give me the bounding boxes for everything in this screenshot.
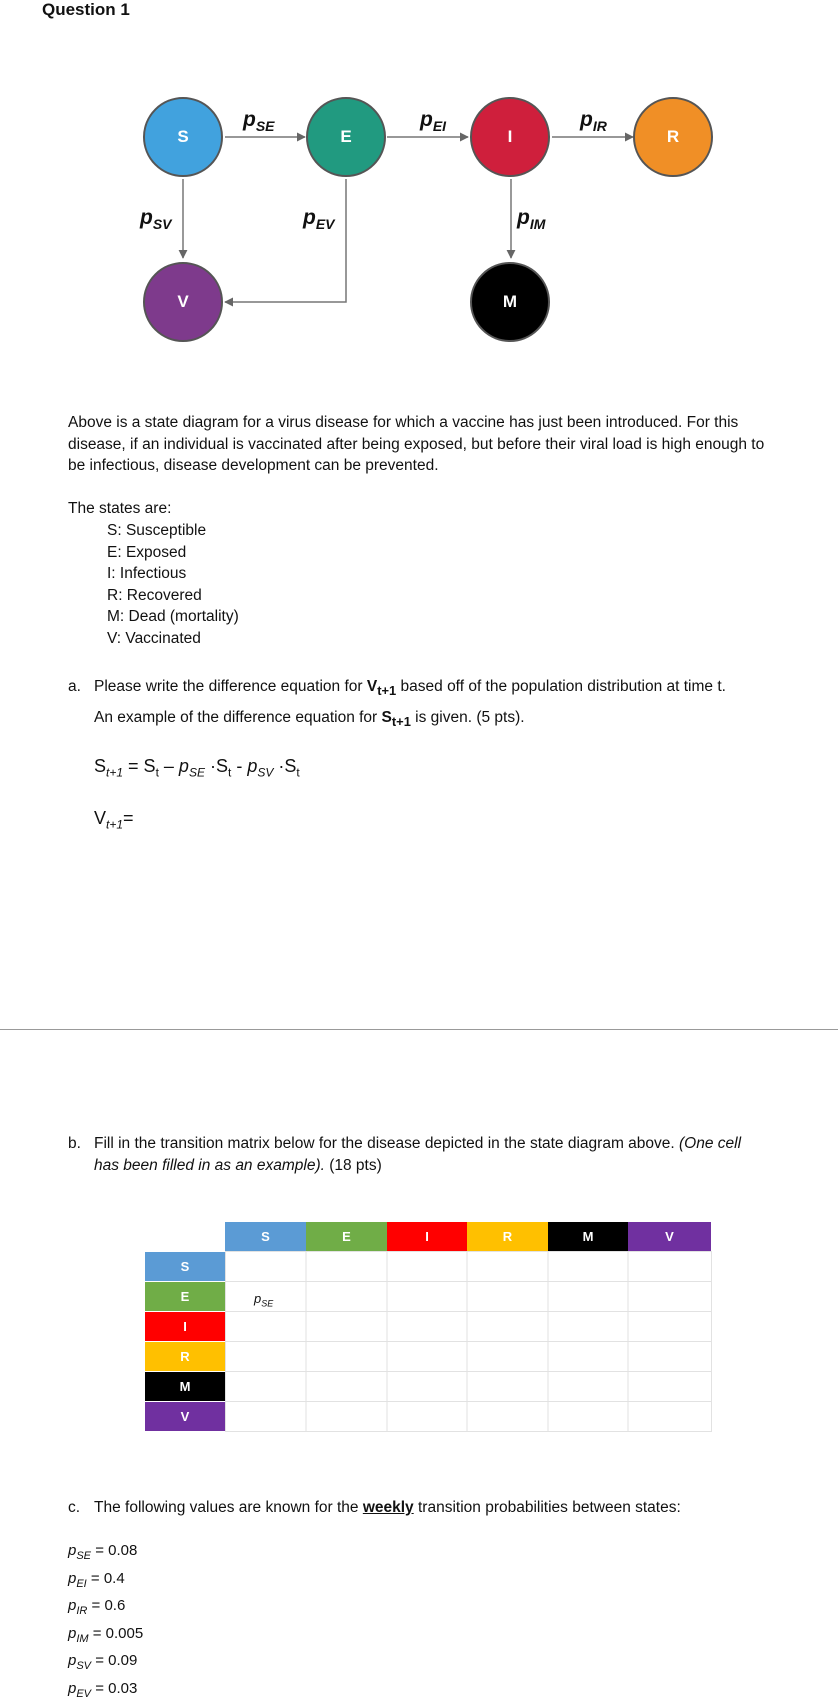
diagram-arrows [0,0,838,360]
node-m: M [470,262,550,342]
matrix-grid [225,1251,712,1432]
part-a-line-2: An example of the difference equation for $S_{t+1}$ is given. (5 pts). [94,707,814,733]
answer-equation[interactable]: $V_{t+1}=$ [94,808,134,832]
part-b-line-1: Fill in the transition matrix below for the disease depicted in the state diagram above. (One cell [94,1133,814,1155]
probability-values [68,1540,143,1705]
col-header-r: R [467,1222,548,1251]
page-divider [0,1029,838,1030]
col-header-i: I [387,1222,467,1251]
label-p-ir: $p_{IR}$ [580,108,607,134]
label-p-se: $p_{SE}$ [243,108,275,134]
node-v: V [143,262,223,342]
node-e: E [306,97,386,177]
part-a-marker: a. [68,676,81,698]
state-item: V: Vaccinated [107,628,239,650]
intro-paragraph: Above is a state diagram for a virus disease for which a vaccine has just been introduced. For this disease, if an individual is vaccinated after being exposed, but before their viral load is high enough to be infectious, disease development can be prevented. [68,412,768,477]
part-c-prompt: The following values are known for the weekly transition probabilities between states: [94,1497,814,1519]
value-p-ei: $p_{EI} = 0.4$ [68,1568,143,1596]
value-p-sv: $p_{SV} = 0.09$ [68,1650,143,1678]
row-header-v: V [145,1402,225,1431]
row-header-m: M [145,1372,225,1401]
question-title: Question 1 [42,0,130,20]
state-item: E: Exposed [107,542,239,564]
state-item: R: Recovered [107,585,239,607]
node-i: I [470,97,550,177]
col-header-e: E [306,1222,387,1251]
label-p-im: $p_{IM}$ [517,206,545,232]
value-p-im: $p_{IM} = 0.005$ [68,1623,143,1651]
part-a-prompt [94,676,814,732]
part-a-line-1: Please write the difference equation for $V_{t+1}$ based off of the population distribution at time t. [94,676,814,702]
states-list [107,520,239,649]
row-header-s: S [145,1252,225,1281]
example-equation: $S_{t+1} = S_t - p_{SE} \cdot S_t - p_{SV} \cdot S_t$ [94,756,300,780]
label-p-ev: $p_{EV}$ [303,206,335,232]
label-p-sv: $p_{SV}$ [140,206,172,232]
states-heading: The states are: [68,498,171,520]
col-header-m: M [548,1222,628,1251]
label-p-ei: $p_{EI}$ [420,108,446,134]
part-b-prompt [94,1133,814,1176]
part-c-marker: c. [68,1497,80,1519]
value-p-ir: $p_{IR} = 0.6$ [68,1595,143,1623]
row-header-e: E [145,1282,225,1311]
state-item: S: Susceptible [107,520,239,542]
part-b-line-2: has been filled in as an example). (18 pts) [94,1155,814,1177]
row-header-i: I [145,1312,225,1341]
state-item: M: Dead (mortality) [107,606,239,628]
example-cell-p-se[interactable]: $p_{SE}$ [254,1291,273,1309]
col-header-s: S [225,1222,306,1251]
row-header-r: R [145,1342,225,1371]
col-header-v: V [628,1222,711,1251]
state-item: I: Infectious [107,563,239,585]
value-p-ev: $p_{EV} = 0.03$ [68,1678,143,1705]
node-r: R [633,97,713,177]
node-s: S [143,97,223,177]
part-b-marker: b. [68,1133,81,1155]
arrow-e-v [225,179,346,302]
value-p-se: $p_{SE} = 0.08$ [68,1540,143,1568]
